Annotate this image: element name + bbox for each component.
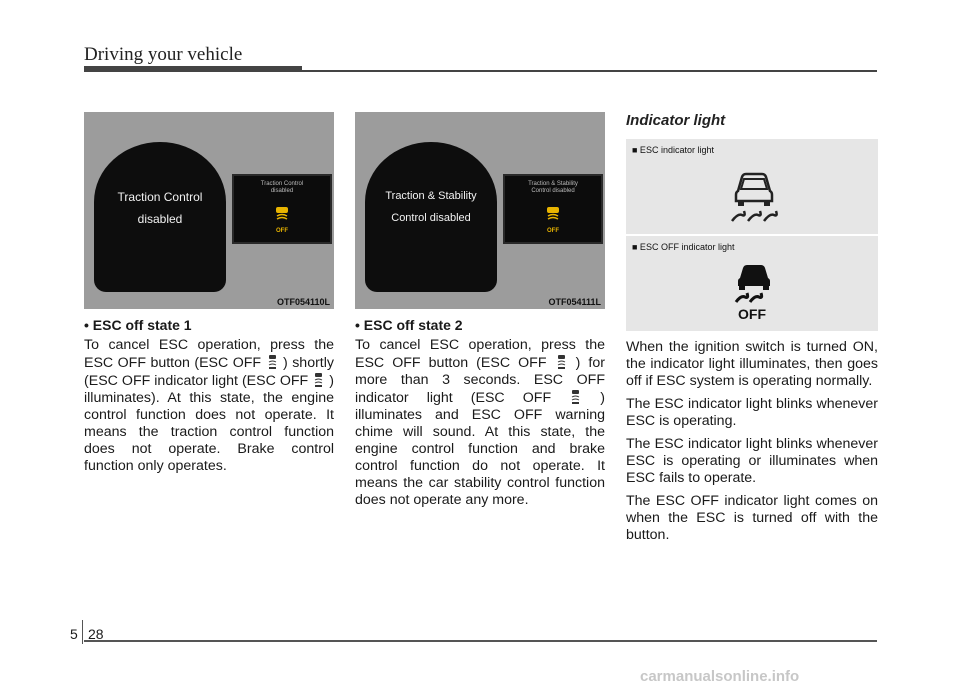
body-segment: ) shortly (ESC OFF indicator light (ESC OFF xyxy=(84,355,334,389)
esc-indicator-box xyxy=(626,139,878,234)
paragraph: When the ignition switch is turned ON, the indicator light illuminates, then goes off if ESC system is operating normally. xyxy=(626,339,878,389)
cluster-text-line1: Traction & Stability xyxy=(385,190,477,202)
esc-indicator-icon xyxy=(726,169,782,225)
esc-off-icon xyxy=(557,354,566,370)
cluster-text-line2: disabled xyxy=(137,212,183,226)
body-text xyxy=(355,337,605,509)
photo-caption: OTF054110L xyxy=(276,297,330,307)
page-header-title: Driving your vehicle xyxy=(84,44,243,65)
esc-off-icon xyxy=(314,372,323,388)
column-esc-off-state-2 xyxy=(355,112,605,509)
watermark: carmanualsonline.info xyxy=(640,668,800,685)
esc-off-icon xyxy=(274,206,290,226)
cluster-display xyxy=(94,142,226,292)
off-indicator-text: OFF xyxy=(738,306,766,322)
indicator-body xyxy=(626,339,878,544)
cluster-photo-2 xyxy=(355,112,605,309)
body-segment: ) illuminates). At this state, the engine control function does not operate. It means the traction control function does not operate. Brake control function only operates. xyxy=(84,373,334,474)
section-title: Indicator light xyxy=(626,112,726,129)
indicator-label: ■ ESC indicator light xyxy=(632,145,714,155)
cluster-text-line1: Traction Control xyxy=(117,190,203,204)
esc-off-icon xyxy=(545,206,561,226)
lcd-off-label: OFF xyxy=(276,228,288,234)
column-esc-off-state-1 xyxy=(84,112,334,475)
body-segment: To cancel ESC operation, press the ESC OFF button (ESC OFF xyxy=(355,337,605,371)
esc-off-indicator-box xyxy=(626,236,878,331)
chapter-number: 5 xyxy=(70,626,78,642)
column-indicator-light xyxy=(626,112,878,550)
paragraph: The ESC indicator light blinks whenever ESC is operating. xyxy=(626,396,878,429)
header-accent-bar xyxy=(84,66,302,72)
body-segment: To cancel ESC operation, press the ESC OFF button (ESC OFF xyxy=(84,337,334,371)
indicator-label: ■ ESC OFF indicator light xyxy=(632,242,735,252)
paragraph: The ESC OFF indicator light comes on when the ESC is turned off with the button. xyxy=(626,493,878,543)
state-heading: • ESC off state 2 xyxy=(355,317,463,333)
cluster-text-line2: Control disabled xyxy=(391,212,471,224)
esc-off-indicator-icon xyxy=(732,262,776,304)
cluster-display xyxy=(365,142,497,292)
paragraph: The ESC indicator light blinks whenever ESC is operating or illuminates when ESC fails to operate. xyxy=(626,436,878,486)
lcd-off-label: OFF xyxy=(547,228,559,234)
lcd-panel xyxy=(232,174,332,244)
header-rule xyxy=(300,70,877,72)
cluster-photo-1 xyxy=(84,112,334,309)
state-heading: • ESC off state 1 xyxy=(84,317,192,333)
body-segment: ) for more than 3 seconds. ESC OFF indicator light (ESC OFF xyxy=(355,355,605,406)
body-segment: ) illuminates and ESC OFF warning chime will sound. At this state, the engine control function and brake control function do not operate. It means the car stability control function does not operate any more. xyxy=(355,390,605,508)
lcd-panel xyxy=(503,174,603,244)
lcd-panel-text: Traction Control disabled xyxy=(260,181,304,194)
page-number: 28 xyxy=(88,626,104,642)
photo-caption: OTF054111L xyxy=(548,297,601,307)
esc-off-icon xyxy=(268,354,277,370)
lcd-panel-text: Traction & Stability Control disabled xyxy=(528,181,578,194)
footer-rule xyxy=(84,640,877,642)
page-number-divider xyxy=(82,620,83,644)
body-text xyxy=(84,337,334,475)
esc-off-icon xyxy=(571,389,580,405)
